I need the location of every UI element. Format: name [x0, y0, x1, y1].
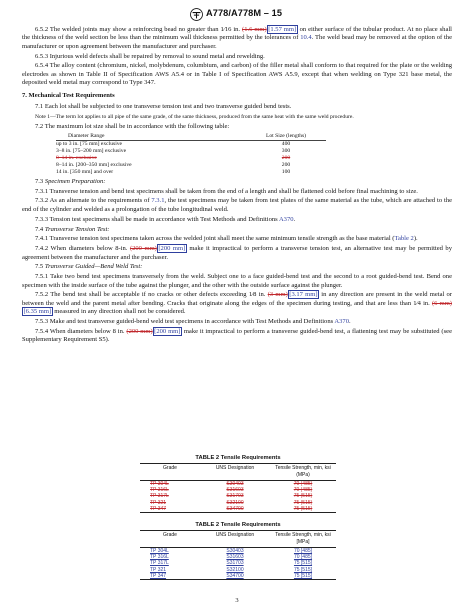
- table-caption: TABLE 2 Tensile Requirements: [195, 455, 281, 461]
- heading-7-5: 7.5 Transverse Guided—Bend Weld Test:: [35, 263, 143, 271]
- astm-logo-icon: [190, 8, 203, 21]
- table-row: TP 317L S31703 75 (515): [150, 493, 313, 500]
- lot-table-row-deleted: 8–14 in. exclusive 200: [56, 154, 291, 161]
- heading-7-4: 7.4 Transverse Tension Test:: [35, 225, 110, 233]
- table-header-uns: UNS Designation: [200, 464, 270, 481]
- deleted-text: (3 mm): [267, 291, 288, 299]
- note-1: Note 1—The term lot applies to all pipe of the same grade, of the same thickness, produced from the same heat with the same weld procedure.: [35, 113, 354, 120]
- inserted-text: [1.57 mm]: [268, 26, 297, 33]
- table-link[interactable]: Table 2: [394, 235, 414, 243]
- deleted-text: (200 mm): [126, 327, 153, 335]
- table-caption: TABLE 2 Tensile Requirements: [195, 522, 281, 528]
- table-row: TP 317L S31703 75 [515]: [150, 560, 313, 567]
- inserted-text: [3.17 mm]: [289, 291, 318, 299]
- lot-table-row: 3–8 in. [75–200 mm] exclusive 300: [56, 147, 291, 154]
- paragraph-7-3-2: 7.3.2 As an alternate to the requirements of 7.3.1, the test specimens may be taken from test plates of the same material as the tube, which are attached to the end of the cylinder and welded as a prolongation of the tube longitudinal weld.: [22, 197, 453, 213]
- table-row: TP 321 S32100 75 [515]: [150, 566, 313, 573]
- table-row: TP 347 S34700 75 [515]: [150, 573, 313, 580]
- table-row: TP 316L S31603 70 (485): [150, 487, 313, 494]
- lot-table-row: 8–14 in. [200–350 mm] exclusive 200: [56, 161, 291, 168]
- paragraph-6-5-3: 6.5.3 Injurious weld defects shall be repaired by removal to sound metal and rewelding.: [35, 52, 265, 60]
- paragraph-7-4-1: 7.4.1 Transverse tension test specimens taken across the welded joint shall meet the same minimum tensile strength as the base material (Table 2).: [35, 235, 418, 243]
- deleted-text: (6 mm): [431, 299, 452, 307]
- standard-link[interactable]: A370: [334, 317, 349, 325]
- paragraph-7-5-3: 7.5.3 Make and test transverse guided-bend weld test specimens in accordance with Test Methods and Definitions A370.: [35, 317, 351, 325]
- document-body: [22, 26, 452, 346]
- table-row: TP 316L S31603 70 [485]: [150, 554, 313, 561]
- table-2-deleted: [140, 455, 336, 513]
- table-row: TP 321 S32100 75 (515): [150, 499, 313, 506]
- deleted-text: (1.6 mm): [242, 26, 267, 33]
- heading-7-3: 7.3 Specimen Preparation:: [35, 177, 106, 185]
- table-header-uns: UNS Designation: [200, 531, 270, 548]
- table-header-grade: Grade: [140, 464, 200, 481]
- table-header-grade: Grade: [140, 531, 200, 548]
- table-row: TP 304L S30403 70 (485): [150, 480, 313, 487]
- deleted-text: (200 mm): [129, 245, 157, 253]
- lot-size-table: [56, 133, 326, 176]
- lot-table-header-range: Diameter Range: [56, 133, 246, 141]
- inserted-text: [200 mm]: [158, 245, 186, 253]
- table-header-tensile: Tensile Strength, min, ksi [MPa]: [270, 531, 336, 548]
- inserted-text: [200 mm]: [154, 327, 181, 335]
- paragraph-7-5-2: 7.5.2 The bend test shall be acceptable if no cracks or other defects exceeding 1⁄8 in. (3 mm) [3.17 mm] in any direction are present in the weld metal or between the weld and the parent metal after bending. Cracks that originate along the edges of the specimen during testing, and that are less than 1⁄4 in. (6 mm)[6.35 mm] measured in any direction shall not be considered.: [22, 291, 452, 316]
- paragraph-7-5-1: 7.5.1 Take two bend test specimens transversely from the weld. Subject one to a face guided-bend test and the second to a root guided-bend test. Bend one specimen with the inside surface of the tube against the plunger, and the other with the outside surface against the plunger.: [22, 273, 452, 289]
- paragraph-7-2: 7.2 The maximum lot size shall be in accordance with the following table:: [35, 122, 230, 130]
- table-header-tensile: Tensile Strength, min, ksi (MPa): [270, 464, 336, 481]
- page-number: 3: [235, 597, 239, 604]
- lot-table-row: 14 in. [350 mm] and over 100: [56, 168, 291, 175]
- paragraph-7-3-3: 7.3.3 Tension test specimens shall be made in accordance with Test Methods and Definitions A370.: [35, 215, 296, 223]
- table-row: TP 304L S30403 70 [485]: [150, 547, 313, 554]
- paragraph-7-5-4: 7.5.4 When diameters below 8 in. (200 mm) [200 mm] make it impractical to perform a transverse guided-bend test, a flattening test may be substituted (see Supplementary Requirement S5).: [22, 327, 452, 344]
- paragraph-7-1: 7.1 Each lot shall be subjected to one transverse tension test and two transverse guided bend tests.: [35, 102, 292, 110]
- lot-table-header-size: Lot Size (lengths): [246, 133, 326, 141]
- standard-designation: A778/A778M – 15: [206, 8, 283, 18]
- section-link[interactable]: 10.4: [300, 34, 312, 42]
- paragraph-6-5-2: 6.5.2 The welded joints may show a reinforcing bead no greater than 1⁄16 in. (1.6 mm) [1.57 mm] on either surface of the tubular product. At no place shall the thickness of the weld section be less than the minimum wall thickness permitted by the tolerances of 10.4. The weld bead may be removed at the option of the manufacturer or upon agreement between the manufacturer and purchaser.: [22, 26, 452, 50]
- lot-table-row: up to 3 in. [75 mm] exclusive 400: [56, 140, 291, 147]
- standard-link[interactable]: A370: [278, 215, 294, 223]
- paragraph-6-5-4: 6.5.4 The alloy content (chromium, nickel, molybdenum, columbium, and carbon) of the filler metal shall conform to that required for the plate or the welding electrodes as shown in Table II of Specification AWS A5.4 or in Table I of Specification AWS A5.9, except that when welding on Type 321 base metal, the deposited weld metal may correspond to Type 347.: [22, 62, 452, 87]
- section-heading-7: 7. Mechanical Test Requirements: [22, 92, 115, 100]
- page-header: [0, 4, 474, 24]
- table-2-revised: [140, 522, 336, 580]
- paragraph-7-4-2: 7.4.2 When diameters below 8-in. (200 mm) [200 mm] make it impractical to perform a transverse tension test, an alternative test may be permitted by agreement between the manufacturer and the purchaser.: [22, 245, 452, 261]
- table-row: TP 347 S34700 75 (515): [150, 506, 313, 513]
- inserted-text: [6.35 mm]: [23, 308, 52, 316]
- paragraph-7-3-1: 7.3.1 Transverse tension and bend test specimens shall be taken from the end of a length and shall be flattened cold before final machining to size.: [35, 187, 418, 195]
- section-link[interactable]: 7.3.1: [151, 197, 165, 205]
